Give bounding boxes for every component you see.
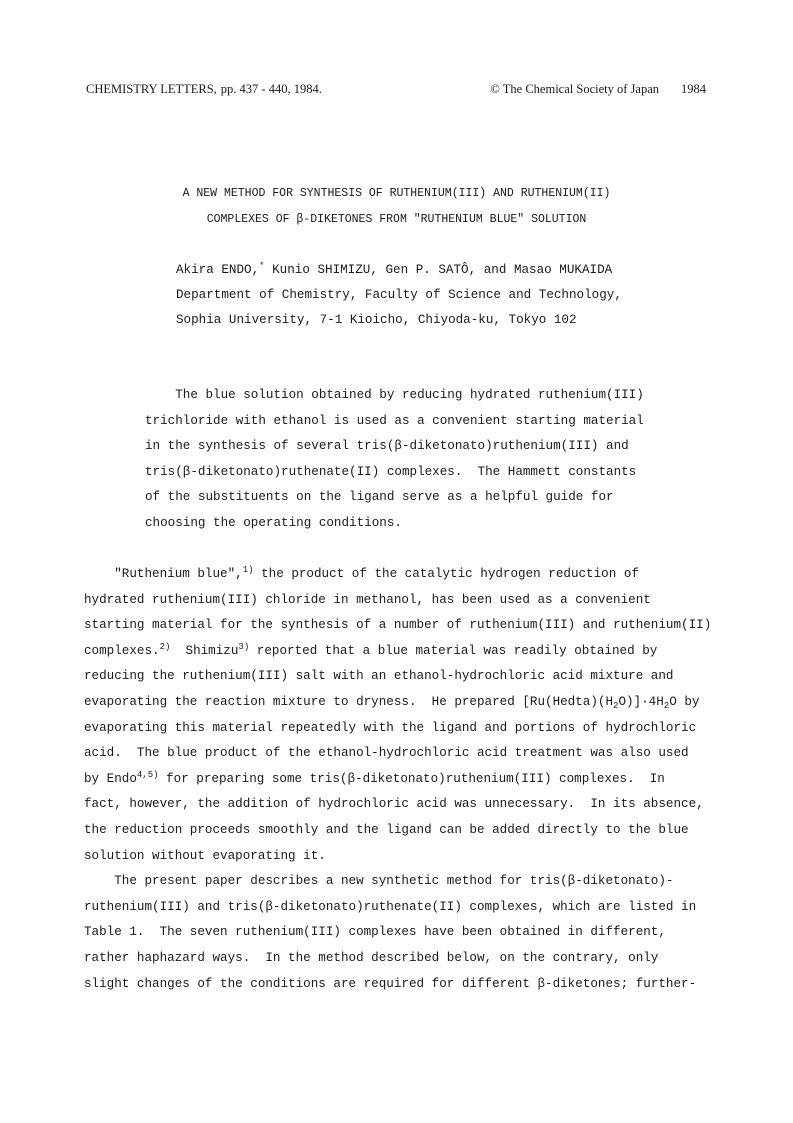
body-line: [84, 690, 724, 716]
body-line: ruthenium(III) and tris(β-diketonato)ruthenate(II) complexes, which are listed in: [84, 899, 697, 914]
body-line: The present paper describes a new synthetic method for tris(β-diketonato)-: [84, 874, 674, 889]
corresponding-author-mark: *: [259, 261, 265, 271]
abstract-line: The blue solution obtained by reducing hydrated ruthenium(III): [145, 388, 644, 402]
body-line: fact, however, the addition of hydrochloric acid was unnecessary. In its absence,: [84, 797, 704, 812]
reference-mark: 4,5): [136, 769, 159, 780]
body-line: [84, 562, 724, 588]
body-text: [84, 562, 724, 997]
body-line: starting material for the synthesis of a number of ruthenium(III) and ruthenium(II): [84, 618, 712, 633]
body-line: evaporating this material repeatedly with the ligand and portions of hydrochloric: [84, 720, 697, 735]
body-line: rather haphazard ways. In the method described below, on the contrary, only: [84, 950, 659, 965]
abstract-line: trichloride with ethanol is used as a convenient starting material: [145, 413, 644, 428]
journal-citation: [86, 82, 322, 97]
title-line-1: A NEW METHOD FOR SYNTHESIS OF RUTHENIUM(III) AND RUTHENIUM(II): [182, 187, 611, 200]
body-line: acid. The blue product of the ethanol-hydrochloric acid treatment was also used: [84, 746, 689, 761]
subscript: 2: [613, 700, 619, 711]
abstract-line: of the substituents on the ligand serve as a helpful guide for: [145, 490, 614, 505]
paper-title: [0, 181, 793, 233]
text-run: complexes.: [84, 643, 160, 658]
affiliation-line-1: Department of Chemistry, Faculty of Science and Technology,: [176, 288, 622, 302]
body-line: [84, 639, 724, 665]
abstract: [145, 383, 665, 537]
body-line: the reduction proceeds smoothly and the ligand can be added directly to the blue: [84, 822, 689, 837]
body-line: reducing the ruthenium(III) salt with an ethanol-hydrochloric acid mixture and: [84, 669, 674, 684]
body-line: slight changes of the conditions are required for different β-diketones; further-: [84, 976, 697, 991]
abstract-line: tris(β-diketonato)ruthenate(II) complexes. The Hammett constants: [145, 464, 637, 479]
title-line-2: COMPLEXES OF β-DIKETONES FROM "RUTHENIUM BLUE" SOLUTION: [206, 213, 587, 226]
publisher-notice: [490, 82, 706, 97]
first-author: Akira ENDO,: [176, 263, 260, 277]
running-header: [86, 82, 706, 102]
body-line: Table 1. The seven ruthenium(III) complexes have been obtained in different,: [84, 925, 666, 940]
journal-name: CHEMISTRY LETTERS,: [86, 82, 217, 96]
text-run: the product of the catalytic hydrogen reduction of: [253, 567, 639, 581]
co-authors: Kunio SHIMIZU, Gen P. SATÔ, and Masao MUKAIDA: [264, 263, 613, 277]
text-run: reported that a blue material was readily obtained by: [249, 643, 658, 658]
reference-mark: 2): [159, 641, 171, 652]
text-run: by Endo: [84, 771, 137, 786]
abstract-line: choosing the operating conditions.: [145, 515, 402, 530]
text-run: O)]·4H: [618, 694, 664, 709]
body-line: solution without evaporating it.: [84, 848, 326, 863]
author-names: [176, 258, 622, 283]
text-run: evaporating the reaction mixture to dryness. He prepared [Ru(Hedta)(H: [84, 694, 614, 709]
publication-year: 1984: [681, 82, 706, 96]
journal-pages: pp. 437 - 440, 1984.: [220, 82, 322, 96]
body-line: hydrated ruthenium(III) chloride in methanol, has been used as a convenient: [84, 592, 651, 607]
affiliation-line-2: Sophia University, 7-1 Kioicho, Chiyoda-ku, Tokyo 102: [176, 313, 577, 327]
text-run: Shimizu: [170, 643, 239, 658]
text-run: "Ruthenium blue",: [84, 567, 243, 581]
reference-mark: 1): [242, 565, 254, 575]
text-run: O by: [669, 694, 700, 709]
abstract-line: in the synthesis of several tris(β-diketonato)ruthenium(III) and: [145, 439, 629, 454]
subscript: 2: [663, 700, 670, 711]
copyright-notice: © The Chemical Society of Japan: [490, 82, 659, 96]
reference-mark: 3): [238, 641, 250, 652]
body-line: [84, 767, 724, 793]
text-run: for preparing some tris(β-diketonato)ruthenium(III) complexes. In: [158, 771, 665, 786]
author-block: [176, 258, 622, 333]
